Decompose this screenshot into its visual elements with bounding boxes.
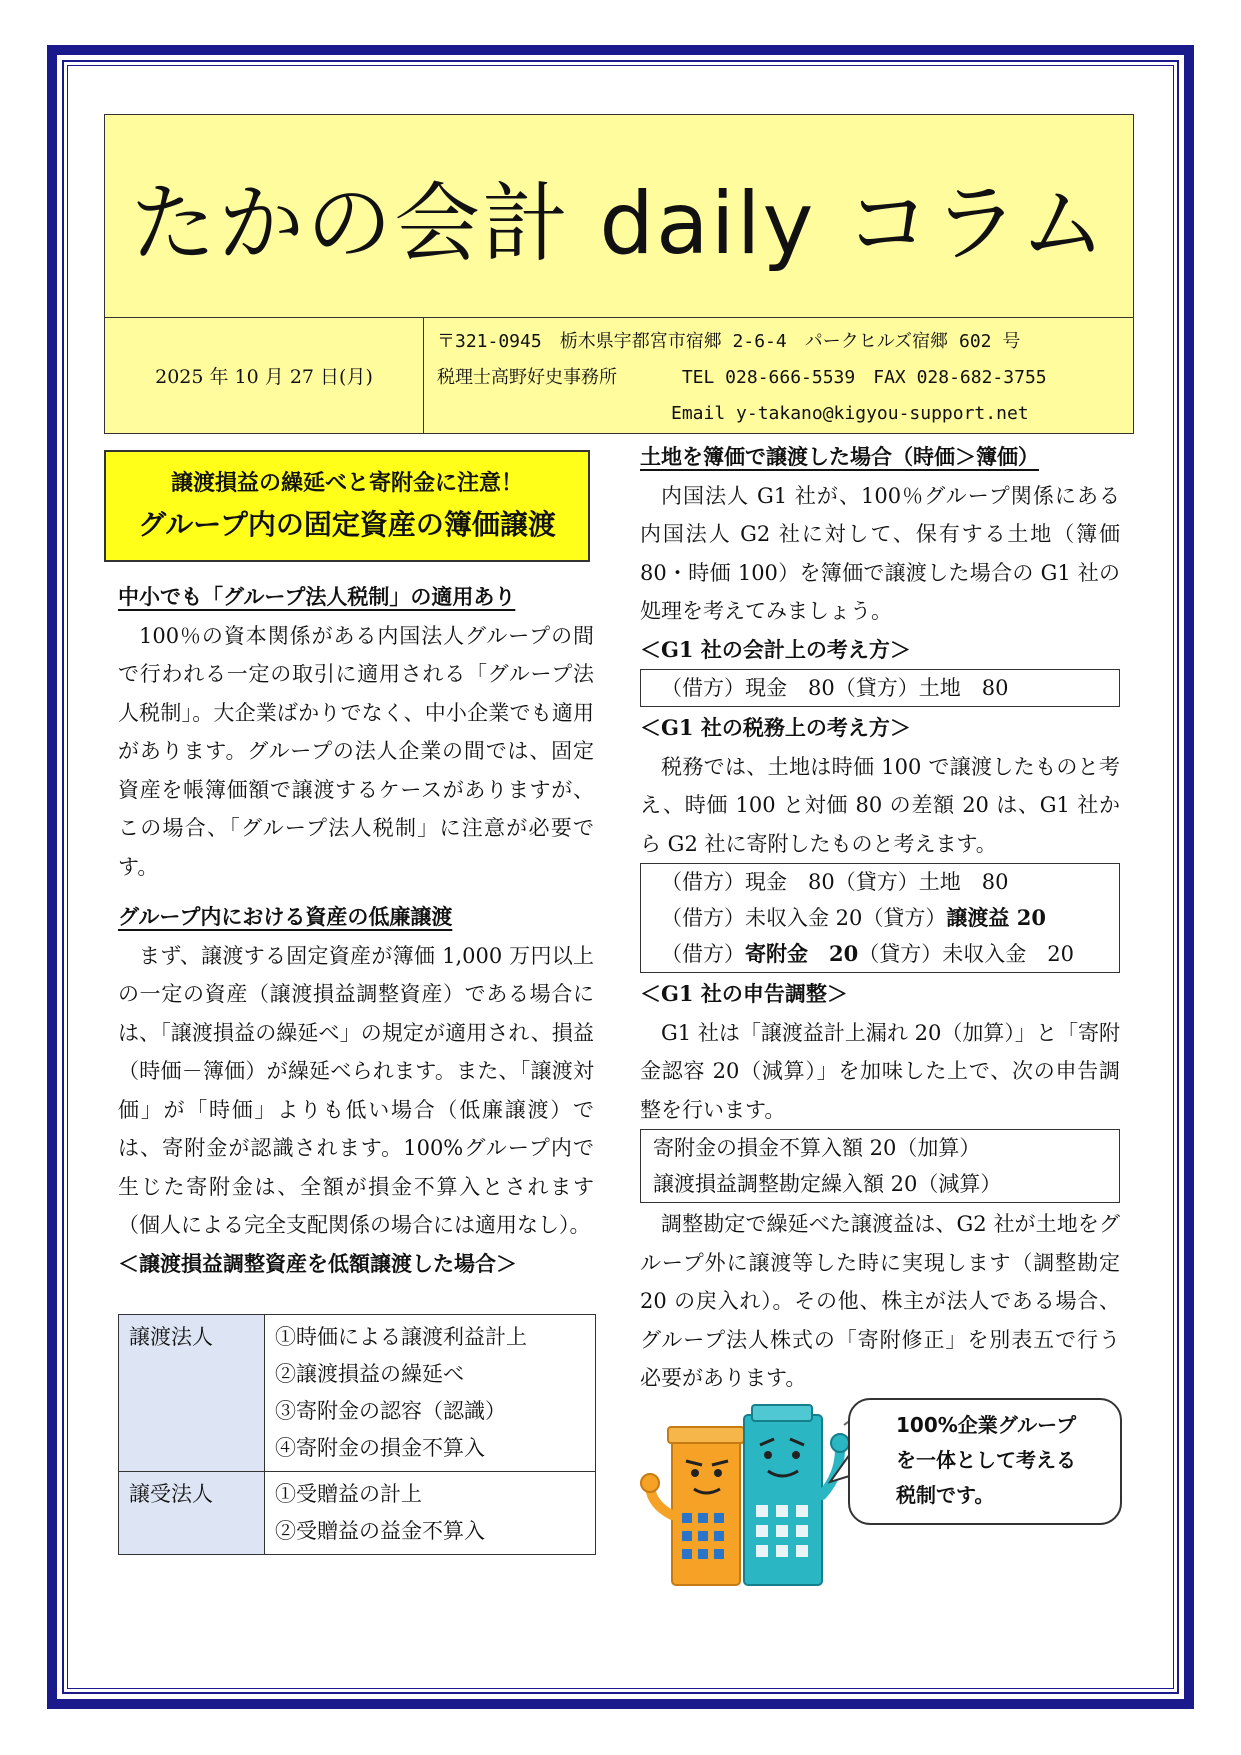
section-heading: グループ内における資産の低廉譲渡 — [118, 904, 453, 929]
entry-text: （貸方）未収入金 20 — [858, 942, 1074, 966]
section-body: 税務では、土地は時価 100 で譲渡したものと考え、時価 100 と対価 80 の差額 20 は、G1 社から G2 社に寄附したものと考えます。 — [640, 754, 1120, 856]
table-row — [119, 1315, 596, 1472]
subheading: ＜G1 社の申告調整＞ — [640, 981, 848, 1006]
bubble-line: を一体として考える — [896, 1448, 1076, 1472]
journal-entry: （借方）現金 80（貸方）土地 80 — [661, 676, 1009, 700]
section-heading: 中小でも「グループ法人税制」の適用あり — [118, 584, 516, 609]
section-heading: 土地を簿価で譲渡した場合（時価＞簿価） — [640, 444, 1039, 469]
section-body: 調整勘定で繰延べた譲渡益は、G2 社が土地をグループ外に譲渡等した時に実現します（調整勘定 20 の戻入れ）。その他、株主が法人である場合、グループ法人株式の「寄附修正」を別表五で行う必要があります。 — [640, 1212, 1120, 1390]
transferee-label: 譲受法人 — [119, 1472, 265, 1555]
list-item: ④寄附金の損金不算入 — [275, 1436, 485, 1460]
list-item: ②譲渡損益の繰延べ — [275, 1362, 464, 1386]
adjustment-box — [640, 1129, 1120, 1203]
journal-entry: （借方）現金 80（貸方）土地 80 — [661, 870, 1009, 894]
journal-entry-box — [640, 669, 1120, 707]
entry-emphasis: 譲渡益 20 — [946, 905, 1046, 930]
bubble-line: 100%企業グループ — [896, 1413, 1077, 1437]
transfer-table — [118, 1314, 596, 1555]
table-title: ＜譲渡損益調整資産を低額譲渡した場合＞ — [118, 1250, 517, 1276]
list-item: ②受贈益の益金不算入 — [275, 1519, 485, 1543]
section-body: まず、譲渡する固定資産が簿価 1,000 万円以上の一定の資産（譲渡損益調整資産）である場合には、「譲渡損益の繰延べ」の規定が適用され、損益（時価－簿価）が繰延べられます。また、「譲渡対価」が「時価」よりも低い場合（低廉譲渡）では、寄附金が認識されます。100%グループ内で生じた寄附金は、全額が損金不算入とされます（個人による完全支配関係の場合には適用なし）。 — [118, 943, 594, 1237]
entry-emphasis: 寄附金 20 — [745, 941, 859, 966]
list-item: ①時価による譲渡利益計上 — [275, 1325, 527, 1349]
subheading: ＜G1 社の会計上の考え方＞ — [640, 636, 911, 662]
transferee-items — [265, 1472, 596, 1555]
info-banner — [104, 317, 1134, 434]
issue-date: 2025 年 10 月 27 日(月) — [105, 318, 424, 433]
transferor-label: 譲渡法人 — [119, 1315, 265, 1472]
office-contact: 税理士高野好史事務所 TEL 028-666-5539 FAX 028-682-3755 — [437, 367, 1047, 388]
entry-text: （借方） — [661, 942, 745, 966]
title-banner — [104, 114, 1134, 318]
subheading: ＜G1 社の税務上の考え方＞ — [640, 715, 911, 740]
entry-text: （借方）未収入金 20（貸方） — [661, 906, 947, 930]
list-item: ③寄附金の認容（認識） — [275, 1399, 506, 1423]
list-item: ①受贈益の計上 — [275, 1482, 422, 1506]
section-body: 内国法人 G1 社が、100％グループ関係にある内国法人 G2 社に対して、保有する土地（簿価 80・時価 100）を簿価で譲渡した場合の G1 社の処理を考えてみましょう。 — [640, 483, 1120, 623]
headline-box — [104, 450, 590, 562]
office-address: 〒321-0945 栃木県宇都宮市宿郷 2-6-4 パークヒルズ宿郷 602 号 — [437, 331, 1021, 352]
office-info — [437, 324, 1047, 432]
page-title: たかの会計 daily コラム — [130, 174, 1108, 274]
table-row — [119, 1472, 596, 1555]
buildings-illustration — [640, 1395, 860, 1595]
adjustment-entry: 寄附金の損金不算入額 20（加算） — [653, 1136, 981, 1160]
office-email: Email y-takano@kigyou-support.net — [437, 403, 1029, 424]
left-column — [118, 578, 594, 1283]
speech-bubble — [848, 1398, 1122, 1525]
section-body: G1 社は「譲渡益計上漏れ 20（加算）」と「寄附金認容 20（減算）」を加味した上で、次の申告調整を行います。 — [640, 1020, 1120, 1122]
journal-entry — [661, 936, 1109, 972]
journal-entry — [661, 900, 1109, 936]
adjustment-entry: 譲渡損益調整勘定繰入額 20（減算） — [653, 1172, 1002, 1196]
section-body: 100％の資本関係がある内国法人グループの間で行われる一定の取引に適用される「グループ法人税制」。大企業ばかりでなく、中小企業でも適用があります。グループの法人企業の間では、固定資産を帳簿価額で譲渡するケースがありますが、この場合、「グループ法人税制」に注意が必要です。 — [118, 623, 594, 879]
journal-entry-box — [640, 863, 1120, 973]
right-column — [640, 438, 1120, 1398]
transferor-items — [265, 1315, 596, 1472]
bubble-line: 税制です。 — [896, 1483, 995, 1507]
headline-title: グループ内の固定資産の簿価譲渡 — [138, 508, 556, 541]
headline-subtitle: 譲渡損益の繰延べと寄附金に注意！ — [170, 471, 523, 496]
